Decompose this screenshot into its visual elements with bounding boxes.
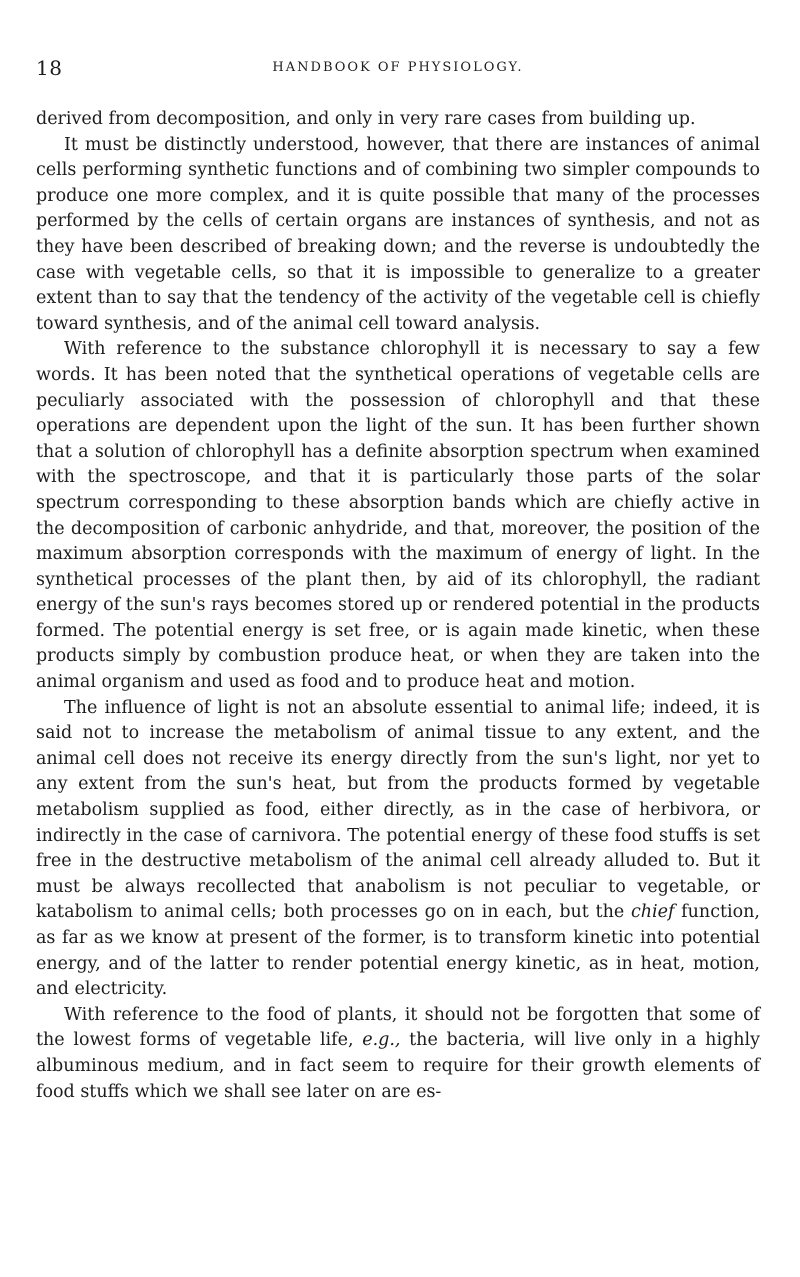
body-text [36, 107, 760, 1105]
paragraph-continuation: derived from decomposition, and only in very rare cases from building up. [36, 109, 696, 129]
paragraph-influence-of-light [36, 696, 760, 1003]
paragraph-chlorophyll: With reference to the substance chlorophyll it is necessary to say a few words. It has been noted that the synthetical operations of vegetable cells are peculiarly associated with the possession of chlorophyll and that these operations are dependent upon the light of the sun. It has been further shown that a solution of chlorophyll has a definite absorption spectrum when examined with the spectroscope, and that it is particularly those parts of the solar spectrum corresponding to these absorption bands which are chiefly active in the decomposition of carbonic anhydride, and that, moreover, the position of the maximum absorption corresponds with the maximum of energy of light. In the synthetical processes of the plant then, by aid of its chlorophyll, the radiant energy of the sun's rays becomes stored up or rendered potential in the products formed. The potential energy is set free, or is again made kinetic, when these products simply by combustion produce heat, or when they are taken into the animal organism and used as food and to produce heat and motion. [36, 339, 760, 693]
page-header [36, 56, 760, 82]
running-head: HANDBOOK OF PHYSIOLOGY. [272, 60, 524, 75]
paragraph-text: The influence of light is not an absolute essential to animal life; indeed, it is said not to increase the metabolism of animal tissue to any extent, and the animal cell does not receive its energy directly from the sun's light, nor yet to any extent from the sun's heat, but from the products formed by vegetable metabolism supplied as food, either directly, as in the case of herbivora, or indirectly in the case of carnivora. The potential energy of these food stuffs is set free in the destructive metabolism of the animal cell already alluded to. But it must be always recollected that anabolism is not peculiar to vegetable, or katabolism to animal cells; both processes go on in each, but the [36, 697, 760, 923]
paragraph-text: the bacteria, will live only in a highly albuminous medium, and in fact seem to require for their growth elements of food stuffs which we shall see later on are es- [36, 1030, 760, 1102]
paragraph-text: function, as far as we know at present of the former, is to transform kinetic into potential energy, and of the latter to render potential energy kinetic, as in heat, motion, and electricity. [36, 902, 760, 1000]
emphasis-chief: chief [630, 902, 675, 923]
paragraph-synthetic-functions: It must be distinctly understood, however, that there are instances of animal cells performing synthetic functions and of combining two simpler compounds to produce one more complex, and it is quite possible that many of the processes performed by the cells of certain organs are instances of synthesis, and not as they have been described of breaking down; and the reverse is undoubtedly the case with vegetable cells, so that it is impossible to generalize to a greater extent than to say that the tendency of the activity of the vegetable cell is chiefly toward synthesis, and of the animal cell toward analysis. [36, 134, 760, 334]
paragraph-food-of-plants [36, 1003, 760, 1105]
page-number: 18 [36, 56, 63, 80]
emphasis-eg: e.g., [362, 1030, 401, 1051]
paragraph-text: With reference to the food of plants, it should not be forgotten that some of the lowest forms of vegetable life, [36, 1004, 760, 1051]
